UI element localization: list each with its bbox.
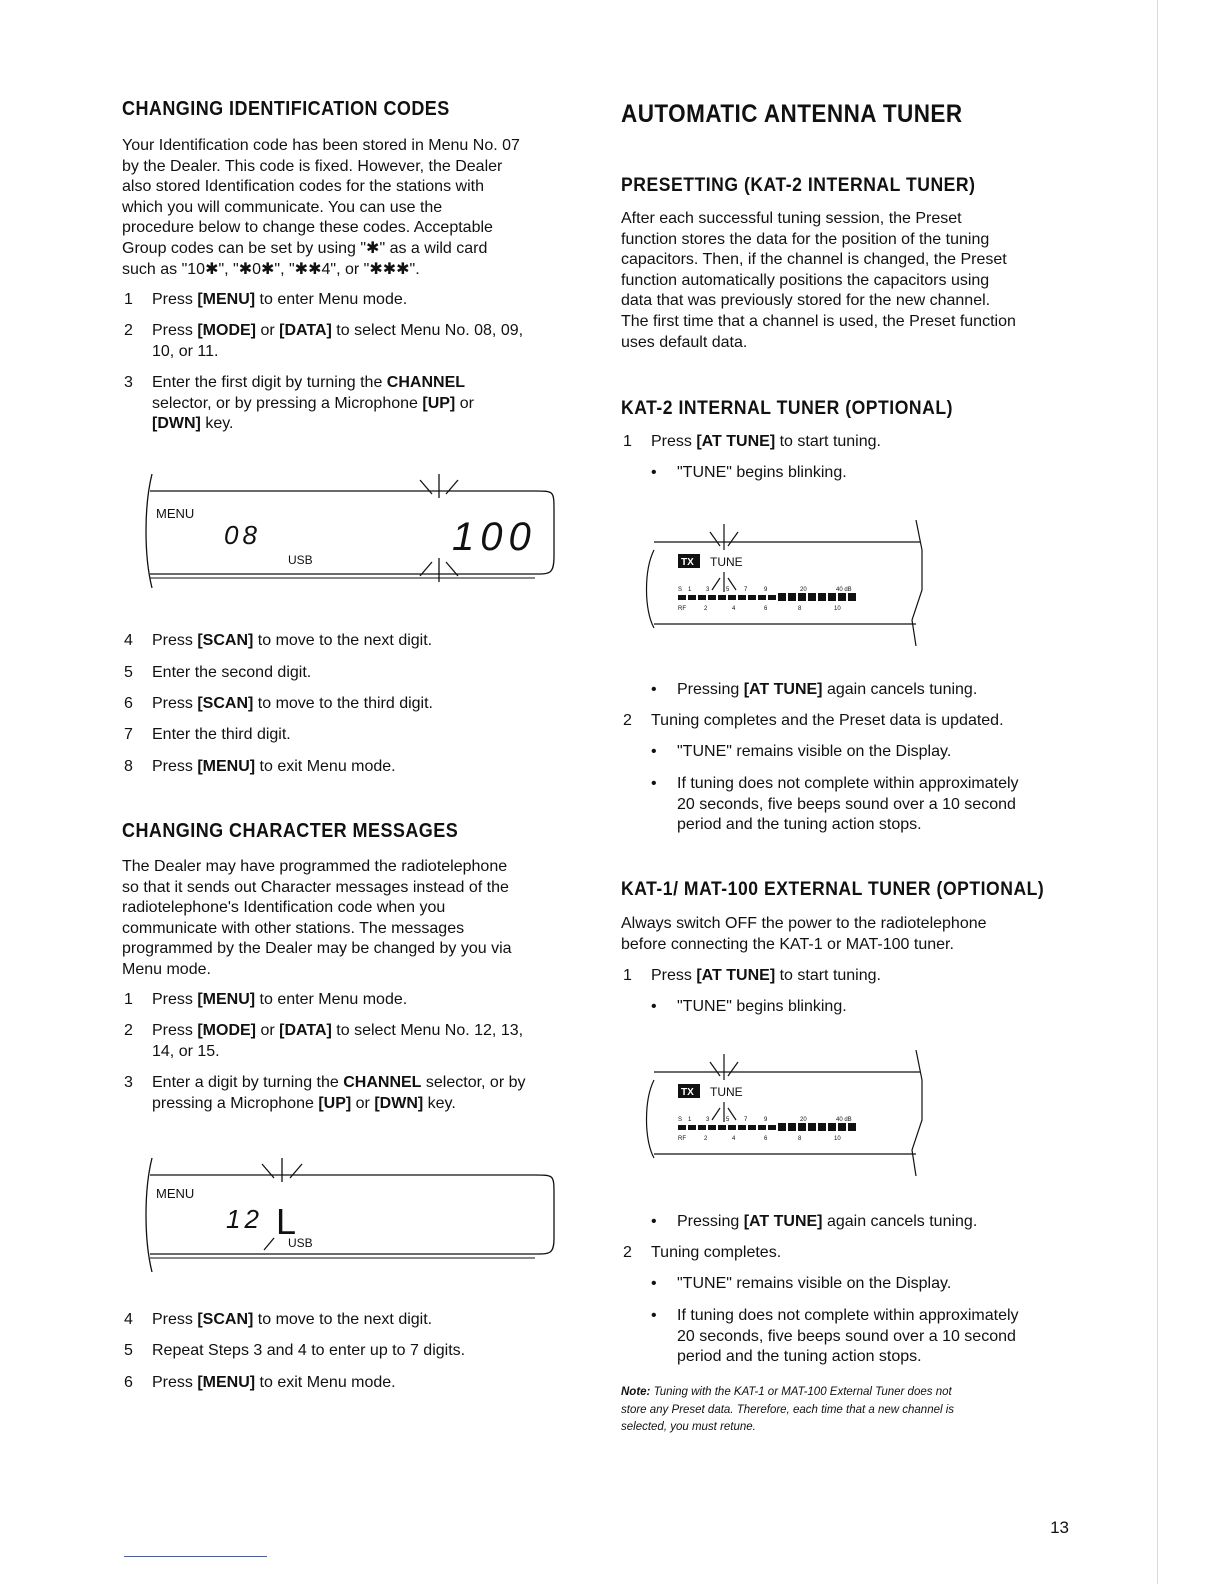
step-text: Press [MODE] or [DATA] to select Menu No. 12, 13, (152, 1022, 524, 1039)
meter-bar (848, 593, 856, 601)
step-text: Enter the second digit. (152, 664, 312, 681)
bullet-dot: • (651, 1213, 657, 1230)
heading-presetting: PRESETTING (KAT-2 INTERNAL TUNER) (621, 174, 976, 196)
lcd-char: L (276, 1201, 297, 1242)
text-line: capacitors. Then, if the channel is changed, the Preset (621, 251, 1007, 269)
lcd-value: 100 (452, 515, 537, 559)
tune-label: TUNE (710, 555, 743, 569)
meter-bar (768, 1125, 776, 1130)
bullet-text: If tuning does not complete within approximately (677, 775, 1019, 792)
step-number: 1 (623, 433, 632, 450)
meter-bar (788, 1123, 796, 1131)
rf-scale-label: 2 (704, 1136, 708, 1142)
key-label: [MODE] (197, 322, 256, 339)
key-label: [AT TUNE] (743, 1213, 823, 1230)
meter-bar (748, 1125, 756, 1130)
key-label: CHANNEL (343, 1074, 422, 1091)
lcd-frame (647, 1080, 655, 1158)
meter-bar (718, 595, 726, 600)
lcd-tune-display-kat1 (640, 1050, 930, 1180)
heading-char-msgs: CHANGING CHARACTER MESSAGES (122, 820, 459, 842)
text-line: function automatically positions the capacitors using (621, 271, 990, 289)
lcd-display-menu-12 (140, 1150, 560, 1280)
meter-bar (778, 1123, 786, 1131)
bullet-text: "TUNE" begins blinking. (677, 998, 847, 1015)
text-line: uses default data. (621, 333, 748, 351)
step-text: Press [MENU] to exit Menu mode. (152, 1374, 396, 1391)
step-text: Press [AT TUNE] to start tuning. (651, 967, 881, 984)
step-text: pressing a Microphone [UP] or [DWN] key. (152, 1094, 456, 1112)
meter-bar (758, 595, 766, 600)
key-label: [SCAN] (197, 1311, 254, 1328)
step-number: 3 (124, 1074, 133, 1091)
step-text: Enter the first digit by turning the CHANNEL (152, 374, 466, 391)
bullet-text: period and the tuning action stops. (677, 816, 922, 834)
lcd-frame (647, 550, 655, 628)
step-text: Press [AT TUNE] to start tuning. (651, 433, 881, 450)
s-scale-label: 3 (706, 587, 710, 593)
meter-bar (818, 593, 826, 601)
text-line: such as "10✱", "✱0✱", "✱✱4", or "✱✱✱". (122, 260, 420, 278)
key-label: [AT TUNE] (696, 433, 776, 450)
meter-bar (718, 1125, 726, 1130)
meter-bar (838, 1123, 846, 1131)
text-line: Menu mode. (122, 961, 211, 978)
s-scale-label: 5 (726, 587, 730, 593)
step-text: selector, or by pressing a Microphone [UP] or (152, 394, 474, 412)
blink-mark (728, 532, 738, 546)
meter-bar (798, 1123, 806, 1131)
meter-bar (688, 1125, 696, 1130)
page-edge (1157, 0, 1158, 1584)
step-number: 5 (124, 664, 133, 681)
s-scale-label: 40 dB (836, 1117, 852, 1123)
tune-label: TUNE (710, 1085, 743, 1099)
key-label: [SCAN] (197, 632, 254, 649)
lcd-mode-label: USB (288, 1236, 313, 1250)
bullet-text: 20 seconds, five beeps sound over a 10 second (677, 1327, 1016, 1345)
s-scale-label: 20 (800, 587, 807, 593)
s-scale-label: 5 (726, 1117, 730, 1123)
lcd-menu-label: MENU (156, 506, 195, 521)
rf-scale-label: 8 (798, 606, 802, 612)
bullet-dot: • (651, 464, 657, 481)
text-line: The Dealer may have programmed the radiotelephone (122, 858, 508, 875)
meter-bar (698, 595, 706, 600)
step-number: 6 (124, 695, 133, 712)
key-label: [MENU] (197, 1374, 256, 1391)
bullet-text: If tuning does not complete within approximately (677, 1307, 1019, 1324)
text-line: function stores the data for the position of the tuning (621, 230, 990, 248)
heading-kat2: KAT-2 INTERNAL TUNER (OPTIONAL) (621, 397, 953, 419)
bullet-text: 20 seconds, five beeps sound over a 10 second (677, 795, 1016, 813)
s-scale-label: S (678, 587, 683, 593)
step-text: Enter a digit by turning the CHANNEL selector, or by (152, 1074, 526, 1091)
meter-bar (738, 595, 746, 600)
bullet-text: Pressing [AT TUNE] again cancels tuning. (677, 1213, 978, 1230)
meter-bar (818, 1123, 826, 1131)
meter-bar (798, 593, 806, 601)
page-title: AUTOMATIC ANTENNA TUNER (621, 100, 963, 128)
rf-scale-label: 6 (764, 1136, 768, 1142)
key-label: CHANNEL (386, 374, 466, 391)
s-scale-label: 9 (764, 587, 768, 593)
bullet-text: "TUNE" remains visible on the Display. (677, 743, 952, 760)
meter-bar (678, 1125, 686, 1130)
rf-scale-label: RF (678, 1136, 686, 1142)
step-number: 1 (623, 967, 632, 984)
meter-bar (828, 593, 836, 601)
tx-badge-label: TX (681, 557, 694, 568)
step-number: 3 (124, 374, 133, 391)
lcd-frame-right (912, 1050, 922, 1176)
s-scale-label: S (678, 1117, 683, 1123)
meter-bar (728, 595, 736, 600)
key-label: [SCAN] (197, 695, 254, 712)
blink-mark (728, 1062, 738, 1076)
step-text: 10, or 11. (152, 342, 219, 360)
page-number: 13 (1050, 1518, 1069, 1537)
meter-bar (828, 1123, 836, 1131)
blink-mark (710, 1062, 720, 1076)
step-number: 2 (124, 322, 133, 339)
bullet-dot: • (651, 681, 657, 698)
lcd-menu-number: 12 (226, 1204, 263, 1234)
rf-scale-label: 10 (834, 606, 841, 612)
bullet-dot: • (651, 743, 657, 760)
text-line: Always switch OFF the power to the radiotelephone (621, 915, 987, 932)
text-line: before connecting the KAT-1 or MAT-100 tuner. (621, 935, 954, 953)
meter-bar (808, 593, 816, 601)
bullet-text: Pressing [AT TUNE] again cancels tuning. (677, 681, 978, 698)
note-label: Note: (621, 1386, 651, 1398)
text-line: Group codes can be set by using "✱" as a wild card (122, 240, 488, 257)
note-line: store any Preset data. Therefore, each time that a new channel is (621, 1403, 955, 1416)
s-scale-label: 20 (800, 1117, 807, 1123)
key-label: [AT TUNE] (743, 681, 823, 698)
text-line: programmed by the Dealer may be changed by you via (122, 940, 512, 958)
key-label: [DWN] (374, 1094, 424, 1112)
meter-bar (748, 595, 756, 600)
text-line: which you will communicate. You can use the (122, 198, 443, 216)
step-text: Tuning completes and the Preset data is updated. (651, 712, 1004, 729)
step-number: 4 (124, 632, 133, 649)
bullet-dot: • (651, 998, 657, 1015)
step-text: Press [MENU] to enter Menu mode. (152, 291, 408, 308)
key-label: [UP] (318, 1094, 352, 1112)
key-label: [MENU] (197, 758, 256, 775)
bullet-dot: • (651, 775, 657, 792)
s-scale-label: 9 (764, 1117, 768, 1123)
note-line: selected, you must retune. (621, 1421, 756, 1433)
step-text: Enter the third digit. (152, 726, 291, 743)
rf-scale-label: 2 (704, 606, 708, 612)
note-line: Note: Tuning with the KAT-1 or MAT-100 External Tuner does not (621, 1386, 952, 1398)
text-line: Your Identification code has been stored in Menu No. 07 (122, 137, 520, 154)
key-label: [DATA] (279, 322, 332, 339)
heading-id-codes: CHANGING IDENTIFICATION CODES (122, 98, 450, 120)
meter-bar (758, 1125, 766, 1130)
step-text: [DWN] key. (152, 415, 234, 433)
text-line: so that it sends out Character messages instead of the (122, 878, 509, 896)
meter-bar (698, 1125, 706, 1130)
bullet-text: period and the tuning action stops. (677, 1348, 922, 1366)
meter-bar (848, 1123, 856, 1131)
text-line: radiotelephone's Identification code when you (122, 899, 446, 917)
lcd-menu-label: MENU (156, 1186, 195, 1201)
lcd-tune-display-kat2 (640, 520, 930, 650)
step-text: Press [MODE] or [DATA] to select Menu No. 08, 09, (152, 322, 524, 339)
step-number: 5 (124, 1342, 133, 1359)
step-text: 14, or 15. (152, 1042, 220, 1060)
meter-bar (788, 593, 796, 601)
rf-scale-label: 4 (732, 606, 736, 612)
heading-kat1: KAT-1/ MAT-100 EXTERNAL TUNER (OPTIONAL) (621, 878, 1045, 900)
meter-bar (838, 593, 846, 601)
step-number: 2 (623, 712, 632, 729)
s-scale-label: 3 (706, 1117, 710, 1123)
step-text: Tuning completes. (651, 1244, 782, 1261)
blink-mark (712, 1108, 720, 1120)
lcd-menu-number: 08 (224, 520, 261, 550)
bullet-text: "TUNE" remains visible on the Display. (677, 1275, 952, 1292)
key-label: [AT TUNE] (696, 967, 776, 984)
blink-mark (712, 578, 720, 590)
step-text: Press [MENU] to exit Menu mode. (152, 758, 396, 775)
meter-bar (708, 1125, 716, 1130)
bullet-dot: • (651, 1275, 657, 1292)
key-label: [MODE] (197, 1022, 256, 1039)
step-number: 7 (124, 726, 133, 743)
meter-bar (678, 595, 686, 600)
step-text: Press [SCAN] to move to the next digit. (152, 632, 433, 649)
key-label: [DWN] (152, 415, 201, 433)
meter-bar (808, 1123, 816, 1131)
step-text: Press [SCAN] to move to the third digit. (152, 695, 433, 712)
step-number: 1 (124, 291, 133, 308)
meter-bar (708, 595, 716, 600)
s-scale-label: 7 (744, 1117, 748, 1123)
text-line: by the Dealer. This code is fixed. However, the Dealer (122, 157, 503, 175)
bullet-text: "TUNE" begins blinking. (677, 464, 847, 481)
step-text: Press [SCAN] to move to the next digit. (152, 1311, 433, 1328)
step-number: 2 (124, 1022, 133, 1039)
step-number: 2 (623, 1244, 632, 1261)
meter-bar (738, 1125, 746, 1130)
rf-scale-label: 10 (834, 1136, 841, 1142)
bullet-dot: • (651, 1307, 657, 1324)
step-number: 1 (124, 991, 133, 1008)
s-scale-label: 1 (688, 587, 692, 593)
step-number: 4 (124, 1311, 133, 1328)
text-line: also stored Identification codes for the stations with (122, 178, 484, 196)
key-label: [MENU] (197, 991, 256, 1008)
step-number: 8 (124, 758, 133, 775)
key-label: [UP] (422, 394, 456, 412)
rf-scale-label: 8 (798, 1136, 802, 1142)
text-line: The first time that a channel is used, the Preset function (621, 313, 1016, 330)
rf-scale-label: 4 (732, 1136, 736, 1142)
step-text: Press [MENU] to enter Menu mode. (152, 991, 408, 1008)
step-number: 6 (124, 1374, 133, 1391)
rf-scale-label: 6 (764, 606, 768, 612)
tx-badge-label: TX (681, 1087, 694, 1098)
step-text: Repeat Steps 3 and 4 to enter up to 7 digits. (152, 1342, 466, 1359)
s-scale-label: 40 dB (836, 587, 852, 593)
lcd-mode-label: USB (288, 553, 313, 567)
meter-bar (688, 595, 696, 600)
key-label: [DATA] (279, 1022, 332, 1039)
footer-line (124, 1556, 267, 1557)
blink-mark (710, 532, 720, 546)
key-label: [MENU] (197, 291, 256, 308)
text-line: procedure below to change these codes. Acceptable (122, 219, 493, 237)
text-line: communicate with other stations. The messages (122, 919, 465, 937)
text-line: After each successful tuning session, the Preset (621, 210, 962, 227)
rf-scale-label: RF (678, 606, 686, 612)
s-scale-label: 1 (688, 1117, 692, 1123)
lcd-frame-right (912, 520, 922, 646)
meter-bar (778, 593, 786, 601)
s-scale-label: 7 (744, 587, 748, 593)
text-line: data that was previously stored for the new channel. (621, 292, 991, 310)
meter-bar (728, 1125, 736, 1130)
meter-bar (768, 595, 776, 600)
lcd-display-menu-08 (140, 466, 560, 596)
